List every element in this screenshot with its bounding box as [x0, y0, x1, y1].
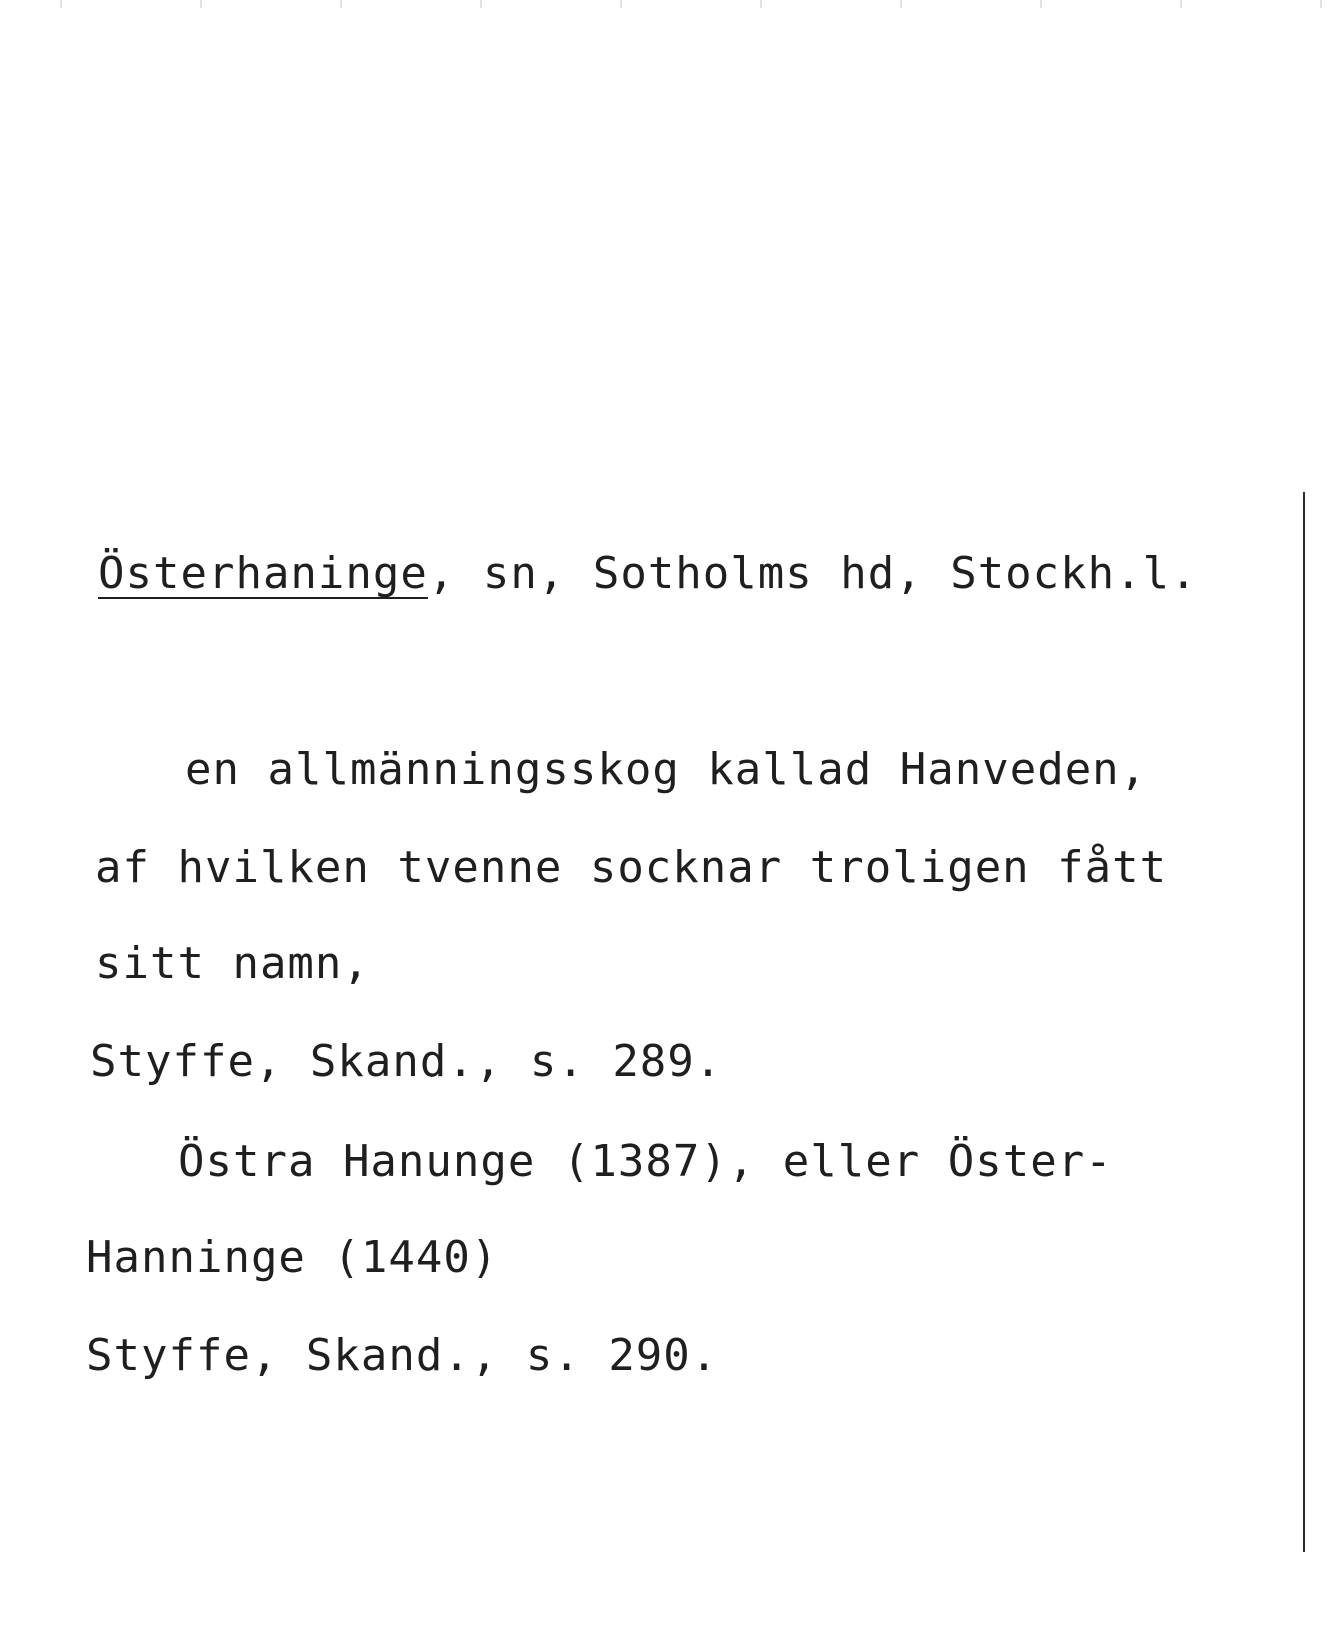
text-line-2: af hvilken tvenne socknar troligen fått [95, 842, 1168, 893]
card-edge-rule [1303, 492, 1305, 1552]
headword: Österhaninge [98, 548, 428, 599]
top-edge-marks [0, 0, 1338, 8]
reference-line-2: Styffe, Skand., s. 290. [86, 1330, 719, 1381]
heading-details: , sn, Sotholms hd, Stockh.l. [427, 548, 1198, 599]
reference-line-1: Styffe, Skand., s. 289. [90, 1036, 723, 1087]
text-line-5: Hanninge (1440) [86, 1232, 499, 1283]
text-line-3: sitt namn, [95, 938, 370, 989]
card-heading [98, 548, 1198, 600]
text-line-1: en allmänningsskog kallad Hanveden, [185, 744, 1148, 795]
text-line-4: Östra Hanunge (1387), eller Öster- [178, 1136, 1113, 1187]
